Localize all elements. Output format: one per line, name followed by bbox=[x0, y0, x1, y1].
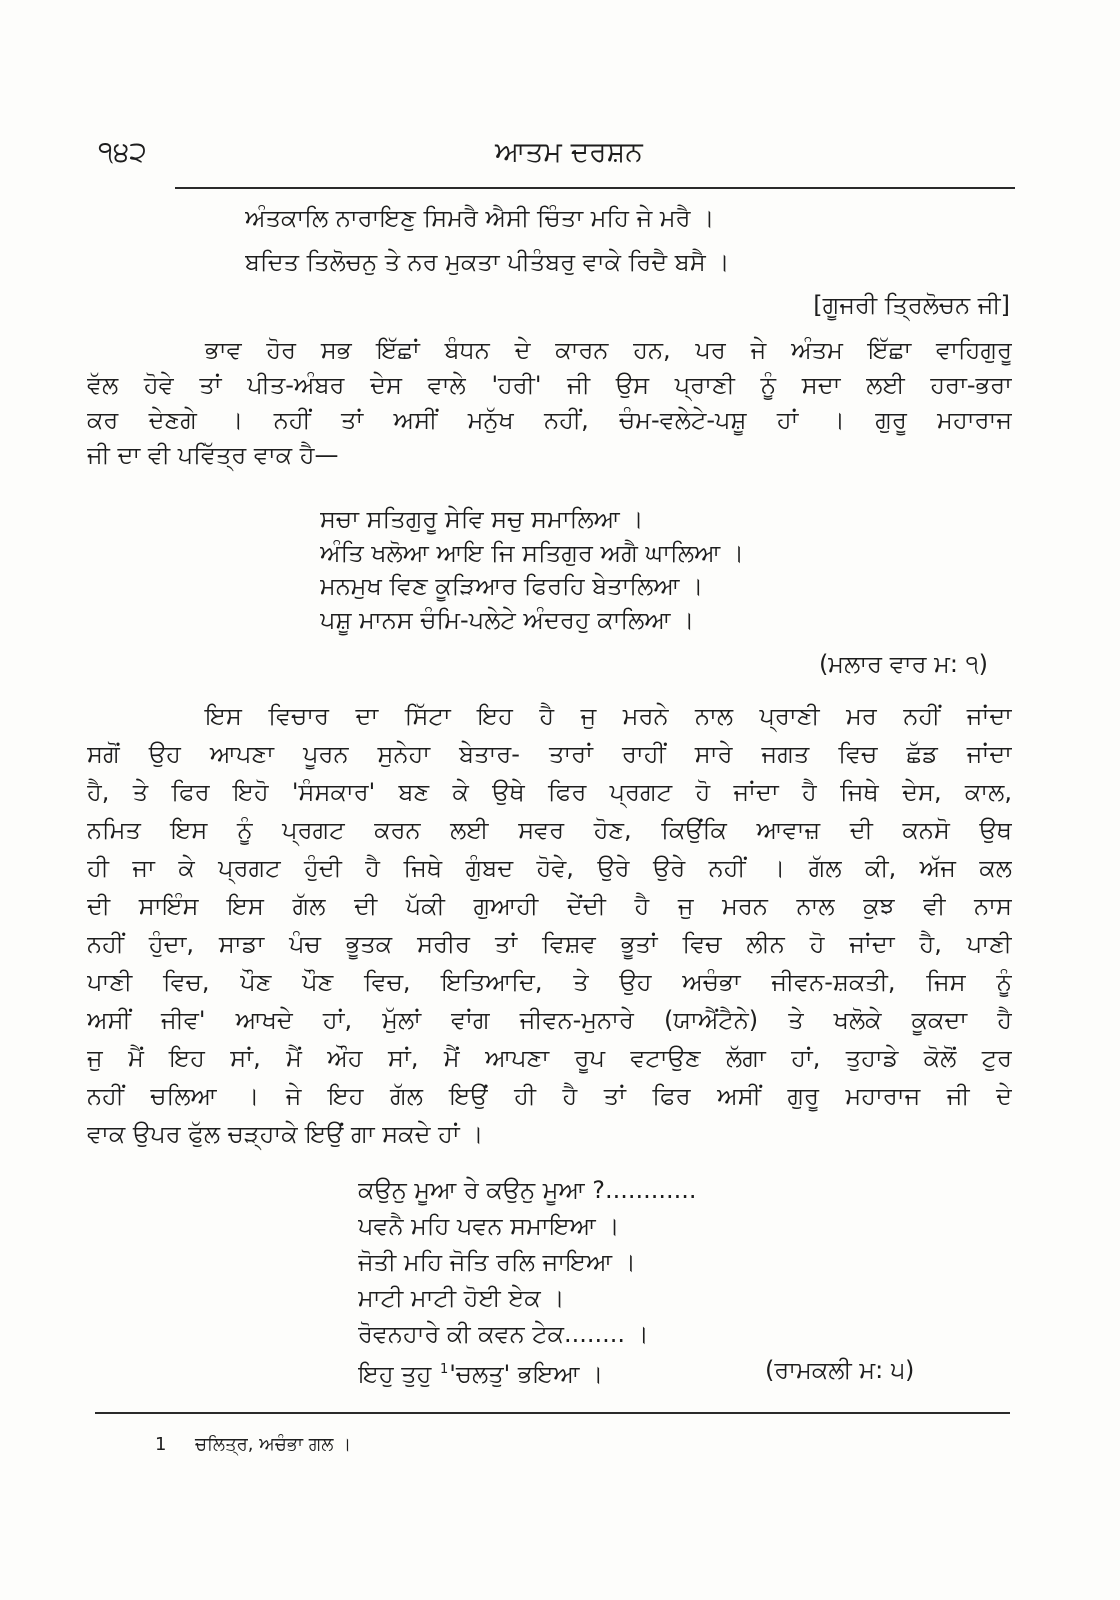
verse-attribution: [ਗੂਜਰੀ ਤ੍ਰਿਲੋਚਨ ਜੀ] bbox=[813, 291, 1010, 319]
paragraph-line: ਇਸ ਵਿਚਾਰ ਦਾ ਸਿੱਟਾ ਇਹ ਹੈ ਜੁ ਮਰਨੇ ਨਾਲ ਪ੍ਰਾਣੀ ਮਰ ਨਹੀਂ ਜਾਂਦਾ bbox=[205, 702, 1012, 730]
verse-line: ਅੰਤਿ ਖਲੋਆ ਆਇ ਜਿ ਸਤਿਗੁਰ ਅਗੈ ਘਾਲਿਆ । bbox=[320, 538, 745, 567]
verse-text: ਇਹੁ ਤੁਹੁ bbox=[358, 1360, 432, 1388]
paragraph-line: ਅਸੀਂ ਜੀਵ' ਆਖਦੇ ਹਾਂ, ਮੁੱਲਾਂ ਵਾਂਗ ਜੀਵਨ-ਮੁਨਾਰੇ (ਯਾਐਂਟੈਨੇ) ਤੇ ਖਲੋਕੇ ਕੂਕਦਾ ਹੈ bbox=[87, 1006, 1012, 1034]
footnote-text: ਚਲਿਤ੍ਰ, ਅਚੰਭਾ ਗਲ । bbox=[195, 1434, 352, 1455]
paragraph-line: ਵਾਕ ਉਪਰ ਫੁੱਲ ਚੜ੍ਹਾਕੇ ਇਉਂ ਗਾ ਸਕਦੇ ਹਾਂ । bbox=[87, 1120, 484, 1148]
header-rule bbox=[175, 187, 1015, 189]
paragraph-line: ਦੀ ਸਾਇੰਸ ਇਸ ਗੱਲ ਦੀ ਪੱਕੀ ਗੁਆਹੀ ਦੇਂਦੀ ਹੈ ਜੁ ਮਰਨ ਨਾਲ ਕੁਝ ਵੀ ਨਾਸ bbox=[87, 892, 1012, 920]
paragraph-line: ਜੁ ਮੈਂ ਇਹ ਸਾਂ, ਮੈਂ ਔਹ ਸਾਂ, ਮੈਂ ਆਪਣਾ ਰੂਪ ਵਟਾਉਣ ਲੱਗਾ ਹਾਂ, ਤੁਹਾਡੇ ਕੋਲੋਂ ਟੁਰ bbox=[87, 1044, 1012, 1072]
verse-line: ਸਚਾ ਸਤਿਗੁਰੂ ਸੇਵਿ ਸਚੁ ਸਮਾਲਿਆ । bbox=[320, 505, 644, 533]
verse-line: ਰੋਵਨਹਾਰੇ ਕੀ ਕਵਨ ਟੇਕ........ । bbox=[358, 1320, 649, 1348]
verse-line: ਮਾਟੀ ਮਾਟੀ ਹੋਈ ਏਕ । bbox=[358, 1284, 565, 1312]
running-title: ਆਤਮ ਦਰਸ਼ਨ bbox=[495, 135, 643, 168]
paragraph-line: ਨਹੀਂ ਹੁੰਦਾ, ਸਾਡਾ ਪੰਚ ਭੂਤਕ ਸਰੀਰ ਤਾਂ ਵਿਸ਼ਵ ਭੂਤਾਂ ਵਿਚ ਲੀਨ ਹੋ ਜਾਂਦਾ ਹੈ, ਪਾਣੀ bbox=[87, 930, 1012, 958]
paragraph-line: ਪਾਣੀ ਵਿਚ, ਪੌਣ ਪੌਣ ਵਿਚ, ਇਤਿਆਦਿ, ਤੇ ਉਹ ਅਚੰਭਾ ਜੀਵਨ-ਸ਼ਕਤੀ, ਜਿਸ ਨੂੰ bbox=[87, 968, 1012, 996]
paragraph-line: ਹੈ, ਤੇ ਫਿਰ ਇਹੋ 'ਸੰਸਕਾਰ' ਬਣ ਕੇ ਉਥੇ ਫਿਰ ਪ੍ਰਗਟ ਹੋ ਜਾਂਦਾ ਹੈ ਜਿਥੇ ਦੇਸ, ਕਾਲ, bbox=[87, 778, 1012, 806]
verse-text: 'ਚਲਤੁ' ਭਇਆ । bbox=[449, 1360, 604, 1388]
verse-block-malar bbox=[320, 503, 940, 637]
paragraph-line: ਜੀ ਦਾ ਵੀ ਪਵਿੱਤ੍ਰ ਵਾਕ ਹੈ— bbox=[87, 441, 339, 469]
verse-line: ਪਸ਼ੂ ਮਾਨਸ ਚੰਮਿ-ਪਲੇਟੇ ਅੰਦਰਹੁ ਕਾਲਿਆ । bbox=[320, 605, 695, 634]
verse-attribution: (ਮਲਾਰ ਵਾਰ ਮ: ੧) bbox=[818, 650, 988, 678]
paragraph-line: ਕਰ ਦੇਣਗੇ । ਨਹੀਂ ਤਾਂ ਅਸੀਂ ਮਨੁੱਖ ਨਹੀਂ, ਚੰਮ-ਵਲੇਟੇ-ਪਸ਼ੂ ਹਾਂ । ਗੁਰੂ ਮਹਾਰਾਜ bbox=[87, 406, 1012, 434]
paragraph-line: ਨਹੀਂ ਚਲਿਆ । ਜੇ ਇਹ ਗੱਲ ਇਉਂ ਹੀ ਹੈ ਤਾਂ ਫਿਰ ਅਸੀਂ ਗੁਰੂ ਮਹਾਰਾਜ ਜੀ ਦੇ bbox=[87, 1082, 1012, 1110]
paragraph-line: ਸਗੋਂ ਉਹ ਆਪਣਾ ਪੂਰਨ ਸੁਨੇਹਾ ਬੇਤਾਰ- ਤਾਰਾਂ ਰਾਹੀਂ ਸਾਰੇ ਜਗਤ ਵਿਚ ਛੱਡ ਜਾਂਦਾ bbox=[87, 740, 1012, 768]
footnote bbox=[155, 1432, 351, 1458]
verse-line-with-footnote bbox=[358, 1352, 758, 1392]
paragraph-line: ਨਮਿਤ ਇਸ ਨੂੰ ਪ੍ਰਗਟ ਕਰਨ ਲਈ ਸਵਰ ਹੋਣ, ਕਿਉਂਕਿ ਆਵਾਜ਼ ਦੀ ਕਨਸੋ ਉਥ bbox=[87, 816, 1012, 844]
paragraph-line: ਵੱਲ ਹੋਵੇ ਤਾਂ ਪੀਤ-ਅੰਬਰ ਦੇਸ ਵਾਲੇ 'ਹਰੀ' ਜੀ ਉਸ ਪ੍ਰਾਣੀ ਨੂੰ ਸਦਾ ਲਈ ਹਰਾ-ਭਰਾ bbox=[87, 371, 1012, 399]
paragraph-line: ਭਾਵ ਹੋਰ ਸਭ ਇੱਛਾਂ ਬੰਧਨ ਦੇ ਕਾਰਨ ਹਨ, ਪਰ ਜੇ ਅੰਤਮ ਇੱਛਾ ਵਾਹਿਗੁਰੂ bbox=[205, 336, 1012, 364]
verse-block-ramkali bbox=[358, 1172, 758, 1392]
verse-attribution: (ਰਾਮਕਲੀ ਮ: ੫) bbox=[765, 1356, 915, 1384]
page-number: ੧੪੨ bbox=[98, 135, 147, 168]
verse-line: ਮਨਮੁਖ ਵਿਣ ਕੂੜਿਆਰ ਫਿਰਹਿ ਬੇਤਾਲਿਆ । bbox=[320, 572, 704, 600]
footnote-reference: 1 bbox=[439, 1362, 449, 1377]
footnote-marker: 1 bbox=[155, 1434, 167, 1455]
verse-line: ਬਦਿਤ ਤਿਲੋਚਨੁ ਤੇ ਨਰ ਮੁਕਤਾ ਪੀਤੰਬਰੁ ਵਾਕੇ ਰਿਦੈ ਬਸੈ । bbox=[245, 248, 730, 276]
verse-line: ਪਵਨੈ ਮਹਿ ਪਵਨ ਸਮਾਇਆ । bbox=[358, 1212, 620, 1240]
verse-line: ਅੰਤਕਾਲਿ ਨਾਰਾਇਣੁ ਸਿਮਰੈ ਐਸੀ ਚਿੰਤਾ ਮਹਿ ਜੇ ਮਰੈ । bbox=[245, 204, 715, 232]
verse-line: ਜੋਤੀ ਮਹਿ ਜੋਤਿ ਰਲਿ ਜਾਇਆ । bbox=[358, 1248, 636, 1276]
verse-block-trilochan bbox=[245, 196, 1010, 284]
footnote-rule bbox=[95, 1412, 1010, 1414]
verse-line: ਕਉਨੁ ਮੂਆ ਰੇ ਕਉਨੁ ਮੂਆ ?............ bbox=[358, 1176, 697, 1204]
paragraph-line: ਹੀ ਜਾ ਕੇ ਪ੍ਰਗਟ ਹੁੰਦੀ ਹੈ ਜਿਥੇ ਗੁੰਬਦ ਹੋਵੇ, ਉਰੇ ਉਰੇ ਨਹੀਂ । ਗੱਲ ਕੀ, ਅੱਜ ਕਲ bbox=[87, 854, 1012, 882]
paragraph bbox=[87, 697, 1012, 1153]
paragraph bbox=[87, 333, 1012, 473]
